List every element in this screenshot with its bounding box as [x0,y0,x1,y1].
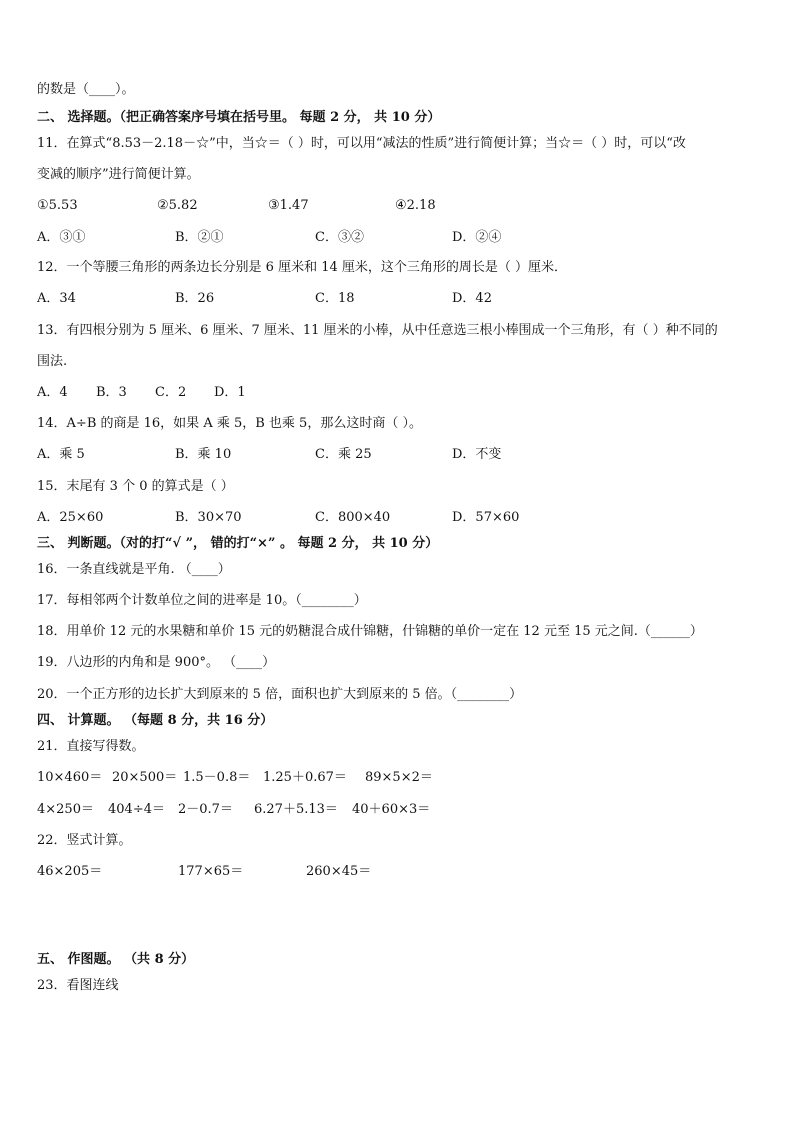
q21-stem: 21．直接写得数。 [37,739,145,754]
q11-option-d[interactable]: D．②④ [452,230,502,245]
q21-row2-item2: 404÷4＝ [108,802,165,817]
q13-stem-line1: 13．有四根分别为 5 厘米、6 厘米、7 厘米、11 厘米的小棒，从中任意选三根小棒围成一个三角形，有（ ）种不同的 [37,323,718,338]
q22-item3: 260×45＝ [306,864,372,879]
q11-option-b[interactable]: B．②① [175,230,224,245]
q21-row1-item3: 1.5－0.8＝ [183,770,251,785]
q15-option-d[interactable]: D．57×60 [452,510,520,525]
q11-number-2: ②5.82 [157,198,198,213]
q21-row1-item1: 10×460＝ [37,770,103,785]
q13-option-b[interactable]: B．3 [96,385,127,400]
q17: 17．每相邻两个计数单位之间的进率是 10。（________） [37,593,367,608]
q13-option-a[interactable]: A．4 [37,385,68,400]
q13-option-c[interactable]: C．2 [155,385,187,400]
q11-option-c[interactable]: C．③② [315,230,364,245]
section5-title: 五、 作图题。 （共 8 分） [37,952,195,967]
q22-item2: 177×65＝ [178,864,244,879]
q12-option-d[interactable]: D．42 [452,291,492,306]
q14-option-a[interactable]: A．乘 5 [37,447,85,462]
q15-option-c[interactable]: C．800×40 [315,510,391,525]
q13-option-d[interactable]: D．1 [214,385,246,400]
q13-stem-line2: 围法. [37,354,68,369]
q16: 16．一条直线就是平角. （____） [37,562,231,577]
q22-stem: 22．竖式计算。 [37,833,132,848]
section4-title: 四、 计算题。 （每题 8 分，共 16 分） [37,713,274,728]
q11-number-4: ④2.18 [395,198,436,213]
section3-title: 三、 判断题。（对的打“√ ”， 错的打“×” 。 每题 2 分， 共 10 分） [37,536,439,551]
q15-stem: 15．末尾有 3 个 0 的算式是（ ） [37,479,234,494]
section2-title: 二、 选择题。（把正确答案序号填在括号里。 每题 2 分， 共 10 分） [37,110,441,125]
q11-stem-line2: 变减的顺序”进行简便计算。 [37,167,200,182]
q11-stem-line1: 11．在算式“8.53－2.18－☆”中，当☆＝（ ）时，可以用“减法的性质”进行简便计算；当☆＝（ ）时，可以“改 [37,136,686,151]
q11-number-1: ①5.53 [37,198,78,213]
q21-row1-item4: 1.25＋0.67＝ [263,770,347,785]
q22-item1: 46×205＝ [37,864,103,879]
q21-row2-item3: 2－0.7＝ [178,802,233,817]
q19: 19．八边形的内角和是 900°。 （____） [37,655,276,670]
q15-option-a[interactable]: A．25×60 [37,510,104,525]
q18: 18．用单价 12 元的水果糖和单价 15 元的奶糖混合成什锦糖，什锦糖的单价一定在 12 元至 15 元之间.（______） [37,624,703,639]
q12-option-b[interactable]: B．26 [175,291,215,306]
q21-row2-item1: 4×250＝ [37,802,94,817]
q11-option-a[interactable]: A．③① [37,230,86,245]
q14-option-d[interactable]: D．不变 [452,447,502,462]
q12-stem: 12．一个等腰三角形的两条边长分别是 6 厘米和 14 厘米，这个三角形的周长是（ ）厘米． [37,260,568,275]
q11-number-3: ③1.47 [268,198,309,213]
q21-row2-item4: 6.27＋5.13＝ [254,802,338,817]
q21-row1-item2: 20×500＝ [112,770,178,785]
q21-row1-item5: 89×5×2＝ [365,770,433,785]
q20: 20．一个正方形的边长扩大到原来的 5 倍，面积也扩大到原来的 5 倍。（________） [37,687,523,702]
q21-row2-item5: 40＋60×3＝ [352,802,431,817]
q23: 23．看图连线 [37,978,119,993]
q14-option-b[interactable]: B．乘 10 [175,447,232,462]
q15-option-b[interactable]: B．30×70 [175,510,242,525]
q10-tail: 的数是（____）。 [37,82,135,97]
q12-option-c[interactable]: C．18 [315,291,355,306]
q14-option-c[interactable]: C．乘 25 [315,447,372,462]
q14-stem: 14．A÷B 的商是 16，如果 A 乘 5，B 也乘 5，那么这时商（ ）。 [37,416,422,431]
q12-option-a[interactable]: A．34 [37,291,76,306]
